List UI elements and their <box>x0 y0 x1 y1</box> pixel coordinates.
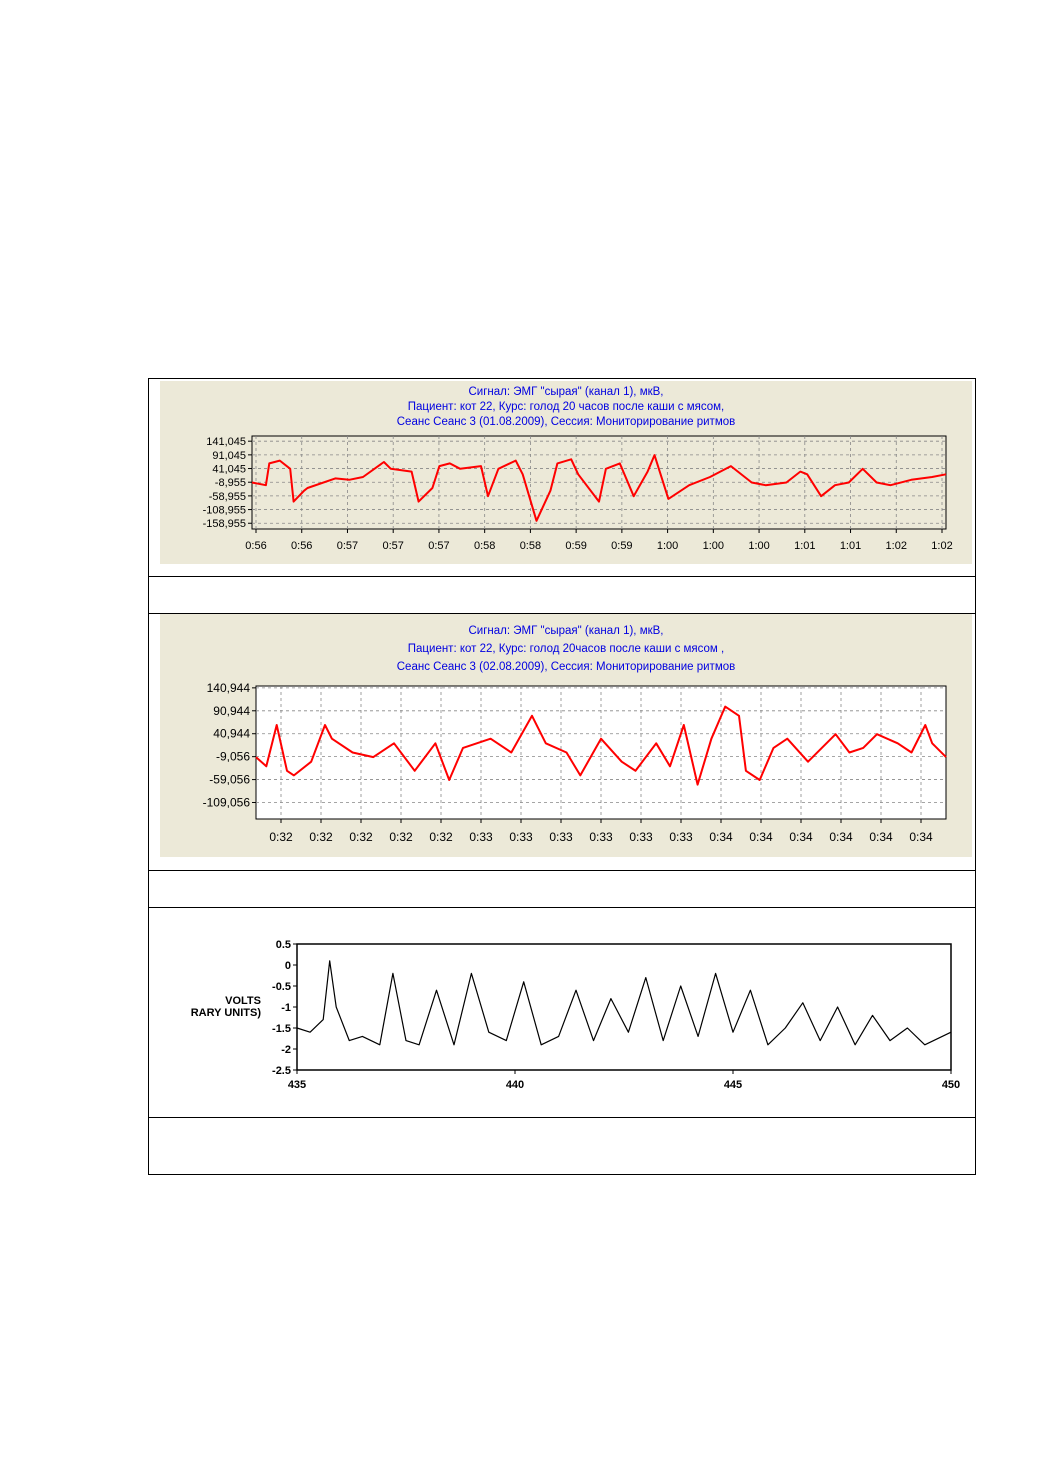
c1-x-tick-label: 0:57 <box>428 540 450 552</box>
emg-chart-1 <box>160 381 972 564</box>
c2-y-tick-label: 40,944 <box>213 726 250 741</box>
c3-x-tick-label: 440 <box>505 1079 525 1091</box>
chart-1-title-line-3: Сеанс Сеанс 3 (01.08.2009), Сессия: Мониторирование ритмов <box>396 416 736 428</box>
c1-y-tick-label: 91,045 <box>212 449 246 462</box>
chart-panel-1 <box>160 381 972 564</box>
c1-x-tick-label: 1:01 <box>839 540 862 552</box>
c2-x-tick-label: 0:32 <box>389 830 413 844</box>
c3-y-tick-label: -2.5 <box>272 1065 291 1077</box>
c2-x-tick-label: 0:32 <box>349 830 373 844</box>
c2-x-tick-label: 0:34 <box>829 830 853 844</box>
table-divider <box>149 576 975 577</box>
c1-y-tick-label: -108,955 <box>202 504 246 517</box>
c1-y-tick-label: -8,955 <box>214 477 246 490</box>
chart-2-title-line-2: Пациент: кот 22, Курс: голод 20часов после каши с мясом , <box>407 643 725 655</box>
c2-x-tick-label: 0:32 <box>309 830 333 844</box>
c3-y-tick-label: -1.5 <box>272 1023 291 1035</box>
chart-panel-3 <box>155 920 965 1110</box>
c2-x-tick-label: 0:34 <box>789 830 813 844</box>
c2-y-tick-label: 90,944 <box>213 703 250 718</box>
c2-y-tick-label: -109,056 <box>202 795 250 810</box>
c2-x-tick-label: 0:34 <box>709 830 733 844</box>
chart-2-title-line-3: Сеанс Сеанс 3 (02.08.2009), Сессия: Мониторирование ритмов <box>396 661 736 673</box>
c2-x-tick-label: 0:33 <box>629 830 653 844</box>
chart-1-title-line-1: Сигнал: ЭМГ "сырая" (канал 1), мкВ, <box>468 386 664 398</box>
c3-x-tick-label: 445 <box>723 1079 743 1091</box>
c2-x-tick-label: 0:34 <box>749 830 773 844</box>
chart-2-title-line-1: Сигнал: ЭМГ "сырая" (канал 1), мкВ, <box>468 625 664 637</box>
c1-x-tick-label: 1:00 <box>656 540 679 552</box>
c1-y-tick-label: 141,045 <box>206 436 246 449</box>
c1-x-tick-label: 1:01 <box>794 540 816 552</box>
c3-x-tick-label: 450 <box>941 1079 961 1091</box>
c2-x-tick-label: 0:33 <box>549 830 573 844</box>
chart-1-title-line-2: Пациент: кот 22, Курс: голод 20 часов после каши с мясом, <box>407 401 725 413</box>
c3-y-tick-label: -0.5 <box>272 981 291 993</box>
c1-x-tick-label: 0:56 <box>291 540 313 552</box>
c1-x-tick-label: 0:59 <box>611 540 633 552</box>
c1-x-tick-label: 0:59 <box>565 540 587 552</box>
c1-x-tick-label: 0:57 <box>336 540 359 552</box>
chart-panel-2 <box>160 614 972 857</box>
c3-x-tick-label: 435 <box>287 1079 307 1091</box>
c3-y-axis-label: VOLTS <box>225 995 261 1007</box>
c1-x-tick-label: 1:00 <box>748 540 770 552</box>
c3-plot-area <box>297 944 951 1070</box>
c2-x-tick-label: 0:33 <box>669 830 693 844</box>
c1-y-tick-label: 41,045 <box>212 463 246 476</box>
c1-x-tick-label: 0:58 <box>473 540 496 552</box>
table-divider <box>149 1117 975 1118</box>
c1-y-tick-label: -158,955 <box>202 518 246 531</box>
c1-x-tick-label: 0:57 <box>382 540 404 552</box>
c1-x-tick-label: 0:56 <box>245 540 267 552</box>
c2-x-tick-label: 0:32 <box>429 830 453 844</box>
c2-y-tick-label: 140,944 <box>206 680 250 695</box>
c3-y-tick-label: 0.5 <box>275 939 291 951</box>
c2-x-tick-label: 0:33 <box>509 830 533 844</box>
c1-x-tick-label: 1:02 <box>931 540 953 552</box>
c3-y-tick-label: -2 <box>281 1044 291 1056</box>
c2-x-tick-label: 0:32 <box>269 830 293 844</box>
table-divider <box>149 870 975 871</box>
c3-y-tick-label: -1 <box>281 1002 291 1014</box>
c3-y-tick-label: 0 <box>284 960 291 972</box>
c2-x-tick-label: 0:34 <box>869 830 893 844</box>
c1-y-tick-label: -58,955 <box>208 490 246 503</box>
c2-y-tick-label: -9,056 <box>215 749 250 764</box>
c1-x-tick-label: 1:02 <box>885 540 907 552</box>
c3-y-axis-label: RARY UNITS) <box>190 1007 261 1019</box>
volts-chart <box>155 920 965 1110</box>
c2-x-tick-label: 0:33 <box>469 830 493 844</box>
c2-x-tick-label: 0:33 <box>589 830 613 844</box>
emg-chart-2 <box>160 614 972 857</box>
c1-x-tick-label: 1:00 <box>702 540 725 552</box>
c2-y-tick-label: -59,056 <box>209 772 250 787</box>
table-divider <box>149 907 975 908</box>
c1-x-tick-label: 0:58 <box>519 540 542 552</box>
c2-x-tick-label: 0:34 <box>909 830 933 844</box>
